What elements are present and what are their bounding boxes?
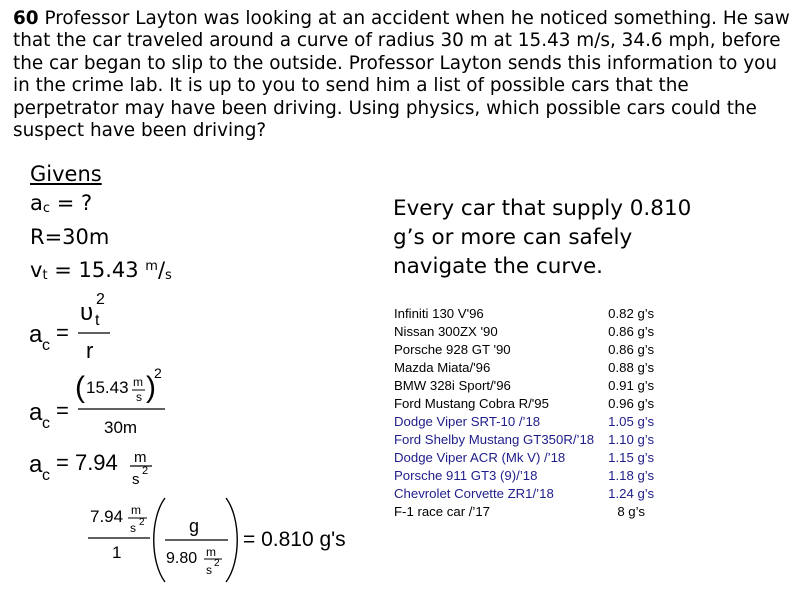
- car-row: [394, 377, 664, 395]
- eq1-t: t: [95, 312, 100, 329]
- car-grip-table: [394, 305, 664, 521]
- eq4-one: 1: [112, 543, 122, 562]
- eq1-r: r: [86, 338, 94, 363]
- car-row: [394, 413, 664, 431]
- car-name: Dodge Viper SRT-10 /’18: [394, 414, 541, 429]
- eq4-unit-s: s: [130, 521, 136, 535]
- eq4-final-result: = 0.810 g's: [243, 528, 346, 551]
- car-lateral-g: 1.05 g’s: [608, 414, 655, 429]
- car-name: BMW 328i Sport/'96: [394, 378, 511, 393]
- car-name: Ford Mustang Cobra R/'95: [394, 396, 549, 411]
- car-lateral-g: 0.86 g’s: [608, 342, 655, 357]
- car-row: [394, 305, 664, 323]
- car-lateral-g: 1.10 g’s: [608, 432, 655, 447]
- car-row: [394, 359, 664, 377]
- car-lateral-g: 1.24 g’s: [608, 486, 655, 501]
- eq3-unit-square: 2: [142, 465, 149, 477]
- eq2-equals: =: [56, 398, 69, 423]
- eq3-a: a: [29, 451, 43, 478]
- eq4-left-paren: [154, 498, 165, 582]
- eq4-g-unit-s: s: [206, 563, 212, 577]
- car-name: Ford Shelby Mustang GT350R/’18: [394, 432, 595, 447]
- car-lateral-g: 0.91 g’s: [608, 378, 655, 393]
- car-name: Dodge Viper ACR (Mk V) /’18: [394, 450, 566, 465]
- eq1-equals: =: [56, 320, 69, 345]
- eq3-unit-s: s: [132, 471, 140, 488]
- conclusion-text: Every car that supply 0.810 g’s or more can safely navigate the curve.: [393, 196, 692, 279]
- car-row: [394, 485, 664, 503]
- car-lateral-g: 0.82 g’s: [608, 306, 655, 321]
- car-name: Porsche 928 GT '90: [394, 342, 511, 357]
- given-tangential-velocity: $v_t = 15.43$ $^m/_s$: [30, 258, 172, 283]
- car-name: Porsche 911 GT3 (9)/’18: [394, 468, 538, 483]
- car-name: F-1 race car /’17: [394, 504, 491, 519]
- eq2-right-paren: ): [146, 371, 156, 404]
- eq4-g: g: [189, 516, 200, 536]
- givens-title: Givens: [30, 162, 102, 186]
- car-lateral-g: 0.86 g’s: [608, 324, 655, 339]
- car-row: [394, 341, 664, 359]
- car-name: Infiniti 130 V'96: [394, 306, 484, 321]
- car-lateral-g: 8 g’s: [617, 504, 645, 519]
- problem-text: Professor Layton was looking at an accident when he noticed something. He saw that the car traveled around a curve of radius 30 m at 15.43 m/s, 34.6 mph, before the car began to slip to the outside. Professor Layton sends this information to you in the crime lab. It is up to you to send him a list of possible cars that the perpetrator may have been driving. Using physics, which possible cars could the suspect have been driving?: [13, 8, 790, 142]
- eq2-unit-s: s: [136, 390, 142, 404]
- eq2-velocity: 15.43: [86, 378, 129, 397]
- given-radius: R=30m: [30, 225, 110, 249]
- eq2-denominator: 30m: [104, 418, 138, 437]
- eq4-g-denominator: 9.80: [166, 550, 198, 567]
- eq4-unit-square: 2: [139, 517, 145, 528]
- car-lateral-g: 1.18 g’s: [608, 468, 655, 483]
- eq2-c: c: [42, 415, 50, 432]
- eq4-value: 7.94: [90, 507, 124, 526]
- car-lateral-g: 0.88 g’s: [608, 360, 655, 375]
- eq4-g-unit-square: 2: [214, 558, 220, 569]
- car-name: Mazda Miata/'96: [394, 360, 491, 375]
- eq3-unit-m: m: [134, 449, 147, 466]
- car-lateral-g: 0.96 g’s: [608, 396, 655, 411]
- eq4-unit-m: m: [131, 503, 141, 517]
- car-row: [394, 467, 664, 485]
- car-name: Chevrolet Corvette ZR1/’18: [394, 486, 554, 501]
- eq4-g-unit-m: m: [206, 545, 216, 559]
- formula-result: [29, 449, 152, 488]
- eq1-a: a: [29, 321, 43, 348]
- car-row: [394, 449, 664, 467]
- eq2-left-paren: (: [75, 371, 85, 404]
- car-row: [394, 395, 664, 413]
- formula-centripetal: [29, 291, 110, 363]
- eq1-v: υ: [80, 299, 94, 326]
- car-row: [394, 431, 664, 449]
- eq2-unit-m: m: [133, 375, 143, 389]
- formula-conversion: [88, 498, 346, 582]
- eq2-square: 2: [154, 365, 162, 381]
- car-lateral-g: 1.15 g’s: [608, 450, 655, 465]
- given-centripetal-acceleration: $a_c$ = ?: [30, 191, 93, 216]
- car-row: [394, 503, 664, 521]
- car-name: Nissan 300ZX '90: [394, 324, 498, 339]
- formula-substitution: [29, 365, 165, 437]
- eq3-c: c: [42, 467, 50, 484]
- eq2-a: a: [29, 399, 43, 426]
- problem-number: 60: [13, 8, 39, 29]
- car-row: [394, 323, 664, 341]
- eq1-c: c: [42, 337, 50, 354]
- eq3-value: = 7.94: [56, 450, 118, 475]
- eq1-two: 2: [96, 291, 105, 308]
